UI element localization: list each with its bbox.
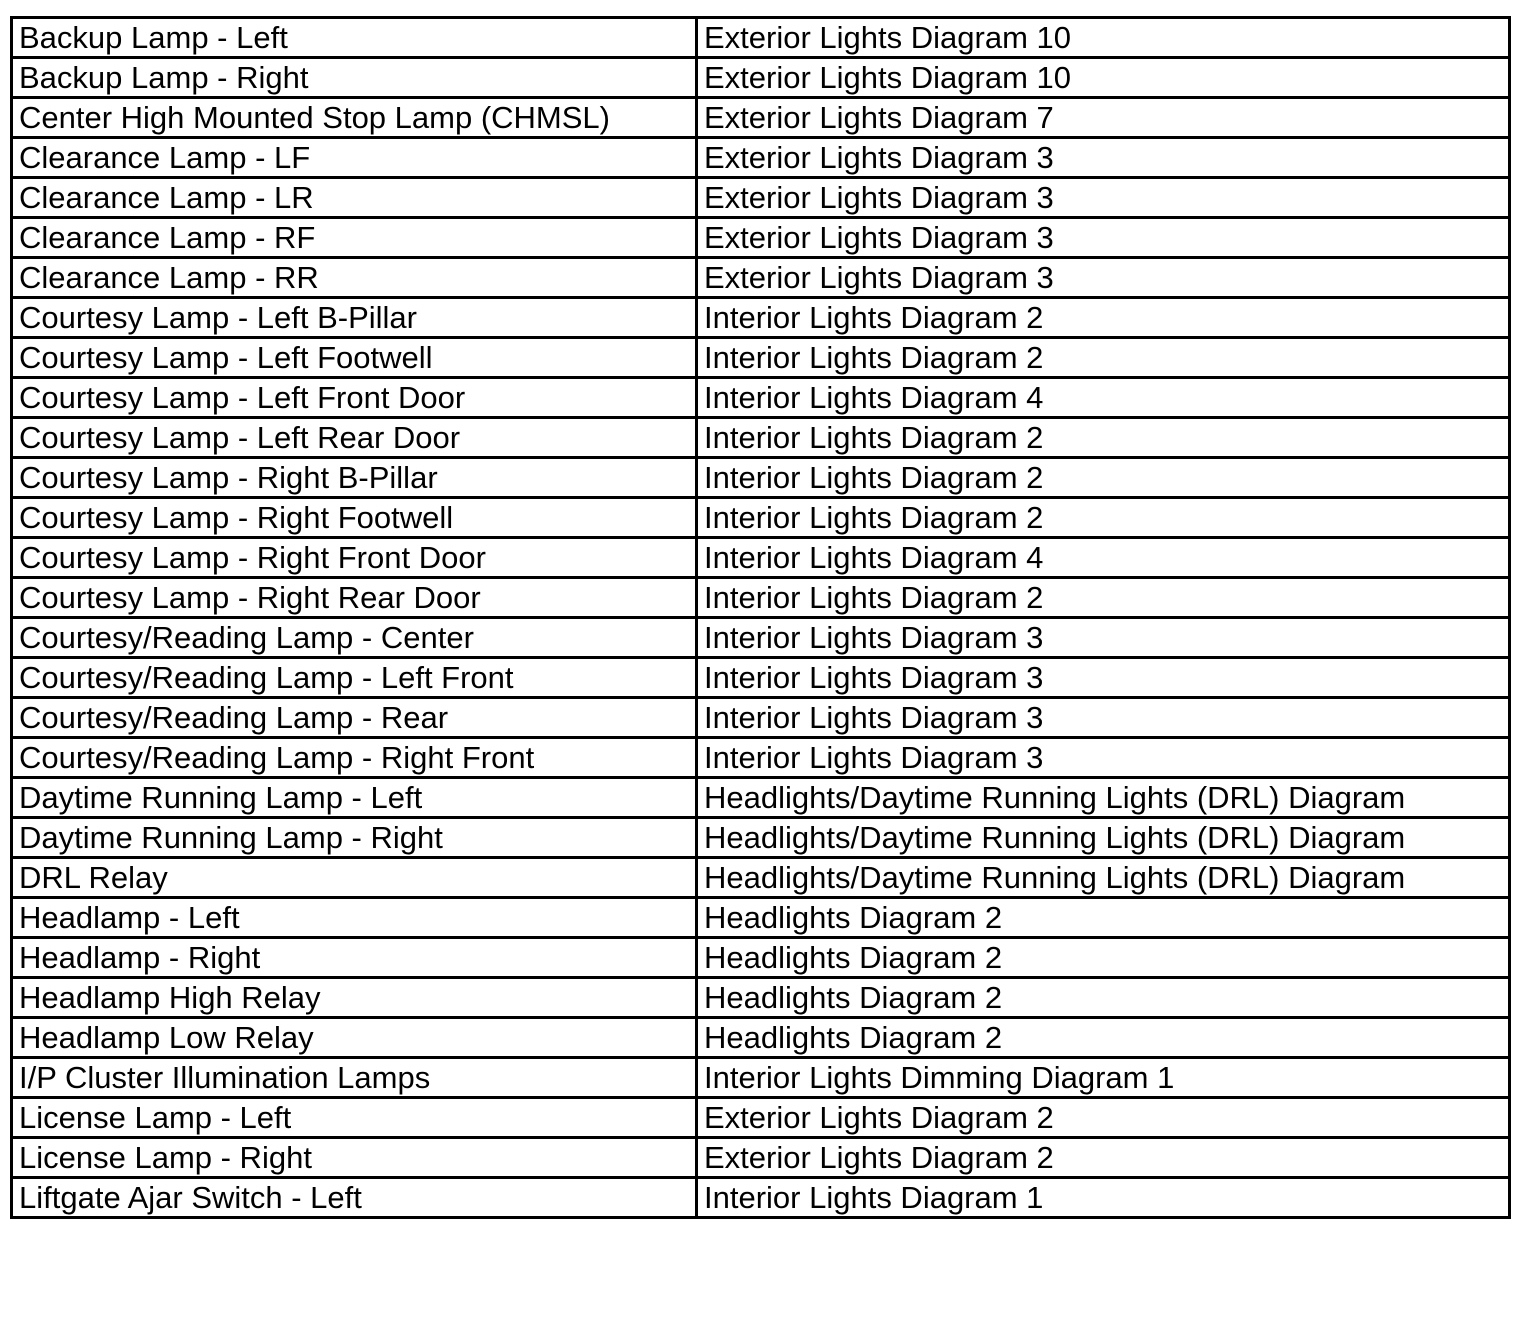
component-cell: Courtesy/Reading Lamp - Right Front — [12, 738, 697, 778]
component-cell: Courtesy/Reading Lamp - Rear — [12, 698, 697, 738]
diagram-cell: Exterior Lights Diagram 10 — [697, 18, 1510, 58]
diagram-cell: Interior Lights Diagram 1 — [697, 1178, 1510, 1218]
table-row — [12, 58, 1510, 98]
component-cell: Center High Mounted Stop Lamp (CHMSL) — [12, 98, 697, 138]
diagram-cell: Interior Lights Diagram 3 — [697, 698, 1510, 738]
table-row — [12, 898, 1510, 938]
component-cell: Courtesy Lamp - Left Rear Door — [12, 418, 697, 458]
table-row — [12, 1138, 1510, 1178]
component-cell: Courtesy Lamp - Right Rear Door — [12, 578, 697, 618]
diagram-cell: Exterior Lights Diagram 3 — [697, 218, 1510, 258]
table-row — [12, 778, 1510, 818]
diagram-cell: Exterior Lights Diagram 2 — [697, 1138, 1510, 1178]
table-row — [12, 738, 1510, 778]
table-row — [12, 618, 1510, 658]
diagram-cell: Headlights Diagram 2 — [697, 978, 1510, 1018]
component-cell: Courtesy Lamp - Left B-Pillar — [12, 298, 697, 338]
table-row — [12, 698, 1510, 738]
table-row — [12, 378, 1510, 418]
table-row — [12, 818, 1510, 858]
table-row — [12, 498, 1510, 538]
component-cell: License Lamp - Right — [12, 1138, 697, 1178]
component-cell: Headlamp - Right — [12, 938, 697, 978]
table-row — [12, 298, 1510, 338]
diagram-cell: Interior Lights Diagram 2 — [697, 298, 1510, 338]
table-row — [12, 1178, 1510, 1218]
component-cell: DRL Relay — [12, 858, 697, 898]
table-row — [12, 938, 1510, 978]
diagram-cell: Exterior Lights Diagram 3 — [697, 258, 1510, 298]
component-cell: Headlamp Low Relay — [12, 1018, 697, 1058]
diagram-cell: Interior Lights Diagram 2 — [697, 578, 1510, 618]
diagram-cell: Interior Lights Diagram 4 — [697, 538, 1510, 578]
diagram-cell: Interior Lights Diagram 3 — [697, 618, 1510, 658]
component-cell: Daytime Running Lamp - Left — [12, 778, 697, 818]
component-cell: Daytime Running Lamp - Right — [12, 818, 697, 858]
table-row — [12, 578, 1510, 618]
component-cell: Clearance Lamp - LR — [12, 178, 697, 218]
component-cell: Clearance Lamp - LF — [12, 138, 697, 178]
table-row — [12, 338, 1510, 378]
diagram-cell: Headlights Diagram 2 — [697, 898, 1510, 938]
diagram-cell: Exterior Lights Diagram 3 — [697, 138, 1510, 178]
table-row — [12, 138, 1510, 178]
diagram-cell: Exterior Lights Diagram 7 — [697, 98, 1510, 138]
diagram-cell: Headlights Diagram 2 — [697, 1018, 1510, 1058]
component-cell: Courtesy Lamp - Right B-Pillar — [12, 458, 697, 498]
diagram-cell: Headlights/Daytime Running Lights (DRL) Diagram — [697, 778, 1510, 818]
diagram-cell: Headlights Diagram 2 — [697, 938, 1510, 978]
component-cell: I/P Cluster Illumination Lamps — [12, 1058, 697, 1098]
component-cell: Headlamp High Relay — [12, 978, 697, 1018]
table-row — [12, 978, 1510, 1018]
component-cell: Courtesy Lamp - Right Footwell — [12, 498, 697, 538]
diagram-cell: Interior Lights Diagram 2 — [697, 338, 1510, 378]
component-cell: Courtesy/Reading Lamp - Center — [12, 618, 697, 658]
diagram-cell: Interior Lights Diagram 4 — [697, 378, 1510, 418]
component-cell: Liftgate Ajar Switch - Left — [12, 1178, 697, 1218]
diagram-cell: Interior Lights Diagram 3 — [697, 658, 1510, 698]
component-cell: Backup Lamp - Left — [12, 18, 697, 58]
diagram-cell: Exterior Lights Diagram 10 — [697, 58, 1510, 98]
diagram-cell: Interior Lights Diagram 2 — [697, 418, 1510, 458]
component-cell: Courtesy Lamp - Left Front Door — [12, 378, 697, 418]
component-cell: Courtesy/Reading Lamp - Left Front — [12, 658, 697, 698]
component-cell: Clearance Lamp - RF — [12, 218, 697, 258]
table-row — [12, 458, 1510, 498]
table-row — [12, 418, 1510, 458]
table-row — [12, 18, 1510, 58]
table-row — [12, 1058, 1510, 1098]
diagram-cell: Exterior Lights Diagram 2 — [697, 1098, 1510, 1138]
component-cell: License Lamp - Left — [12, 1098, 697, 1138]
table-row — [12, 1018, 1510, 1058]
diagram-cell: Interior Lights Diagram 2 — [697, 458, 1510, 498]
table-body — [12, 18, 1510, 1218]
component-cell: Headlamp - Left — [12, 898, 697, 938]
diagram-cell: Headlights/Daytime Running Lights (DRL) Diagram — [697, 858, 1510, 898]
table-row — [12, 98, 1510, 138]
diagram-cell: Headlights/Daytime Running Lights (DRL) Diagram — [697, 818, 1510, 858]
table-row — [12, 538, 1510, 578]
component-cell: Courtesy Lamp - Right Front Door — [12, 538, 697, 578]
table-row — [12, 178, 1510, 218]
component-cell: Courtesy Lamp - Left Footwell — [12, 338, 697, 378]
component-diagram-table — [10, 16, 1511, 1219]
component-cell: Backup Lamp - Right — [12, 58, 697, 98]
diagram-cell: Interior Lights Dimming Diagram 1 — [697, 1058, 1510, 1098]
diagram-cell: Interior Lights Diagram 3 — [697, 738, 1510, 778]
table-row — [12, 1098, 1510, 1138]
diagram-cell: Exterior Lights Diagram 3 — [697, 178, 1510, 218]
table-row — [12, 218, 1510, 258]
table-row — [12, 858, 1510, 898]
diagram-cell: Interior Lights Diagram 2 — [697, 498, 1510, 538]
table-row — [12, 658, 1510, 698]
component-cell: Clearance Lamp - RR — [12, 258, 697, 298]
table-row — [12, 258, 1510, 298]
